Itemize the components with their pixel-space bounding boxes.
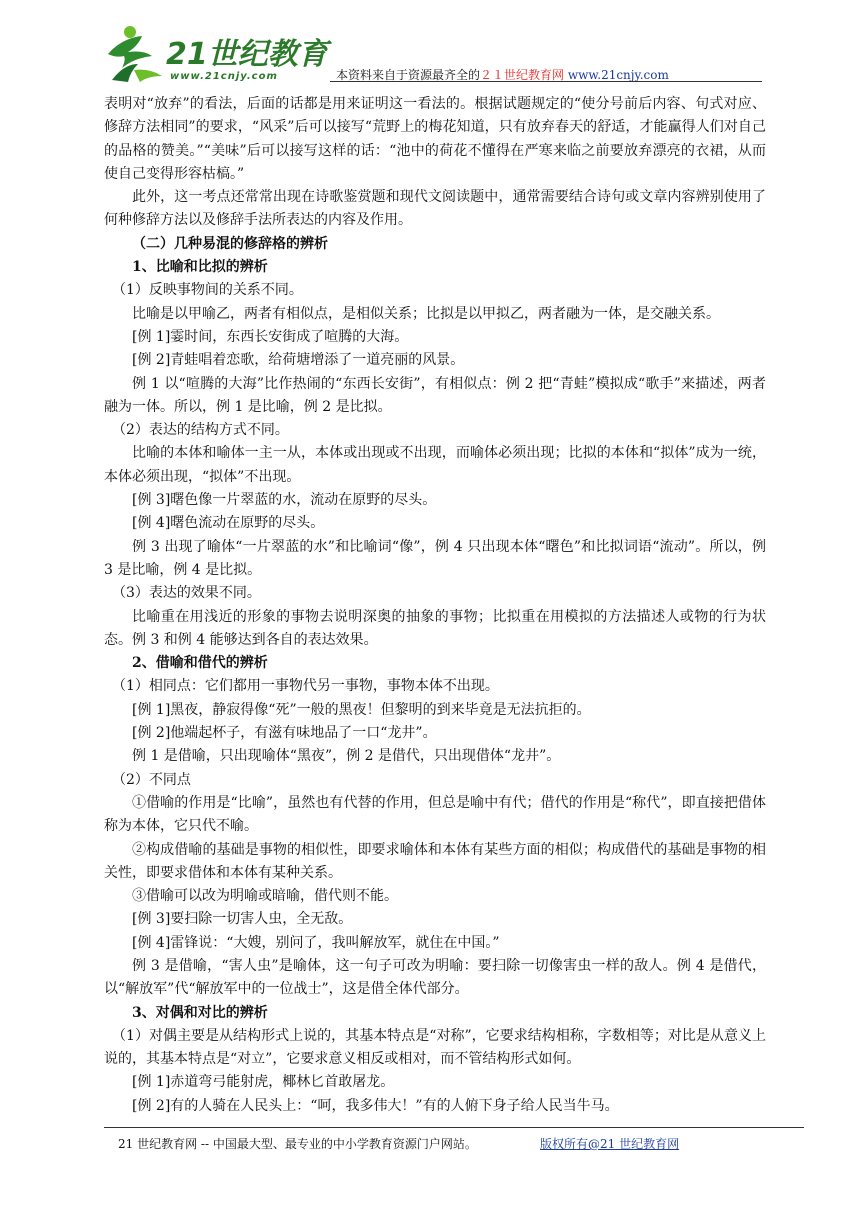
paragraph: （3）表达的效果不同。 (112, 585, 261, 602)
section-heading: 3、对偶和对比的辨析 (132, 1004, 268, 1021)
paragraph: 例 1 是借喻，只出现喻体“黑夜”，例 2 是借代，只出现借体“龙井”。 (132, 748, 561, 765)
page-footer (118, 1135, 680, 1152)
paragraph: （1）相同点：它们都用一事物代另一事物，事物本体不出现。 (112, 678, 499, 695)
paragraph: [例 4]雷锋说：“大嫂，别问了，我叫解放军，就住在中国。” (132, 934, 500, 951)
paragraph: 例 3 是借喻，“害人虫”是喻体，这一句子可改为明喻：要扫除一切像害虫一样的敌人。例 4 是借代，以“解放军”代“解放军中的一位战士”，这是借全体代部分。 (104, 957, 766, 998)
source-url: www.21cnjy.com (567, 68, 669, 82)
paragraph: [例 2]有的人骑在人民头上：“呵，我多伟大！”有的人俯下身子给人民当牛马。 (132, 1097, 619, 1114)
source-brand: ２１世纪教育网 (480, 68, 565, 82)
paragraph: （1）对偶主要是从结构形式上说的，其基本特点是“对称”，它要求结构相称，字数相等；对比是从意义上说的，其基本特点是“对立”，它要求意义相反或相对，而不管结构形式如何。 (104, 1027, 766, 1068)
paragraph: [例 3]曙色像一片翠蓝的水，流动在原野的尽头。 (132, 492, 437, 509)
paragraph: [例 1]赤道弯弓能射虎，椰林匕首敢屠龙。 (132, 1074, 395, 1091)
logo-url: www.21cnjy.com (170, 71, 278, 82)
logo-text: 21世纪教育 (166, 37, 328, 72)
copyright-link[interactable]: 版权所有@21 世纪教育网 (540, 1137, 680, 1151)
source-prefix: 本资料来自于资源最齐全的 (336, 68, 481, 82)
paragraph: ③借喻可以改为明喻或暗喻，借代则不能。 (132, 888, 398, 905)
paragraph: [例 4]曙色流动在原野的尽头。 (132, 515, 325, 532)
paragraph: 比喻是以甲喻乙，两者有相似点，是相似关系；比拟是以甲拟乙，两者融为一体，是交融关系。 (132, 305, 720, 322)
runner-icon (108, 26, 162, 82)
paragraph: 例 3 出现了喻体“一片翠蓝的水”和比喻词“像”，例 4 只出现本体“曙色”和比拟词语“流动”。所以，例 3 是比喻，例 4 是比拟。 (104, 538, 766, 578)
paragraph: 表明对“放弃”的看法，后面的话都是用来证明这一看法的。根据试题规定的“使分号前后内容、句式对应、修辞方法相同”的要求，“风采”后可以接写“荒野上的梅花知道，只有放弃春天的舒适，才能赢得人们对自己的品格的赞美。”“美味”后可以接写这样的话：“池中的荷花不懂得在严寒来临之前要放弃漂亮的衣裙，从而使自己变得形容枯槁。” (104, 96, 766, 182)
paragraph: ②构成借喻的基础是事物的相似性，即要求喻体和本体有某些方面的相似；构成借代的基础是事物的相关性，即要求借体和本体有某种关系。 (104, 841, 766, 881)
paragraph: 比喻的本体和喻体一主一从，本体或出现或不出现，而喻体必须出现；比拟的本体和“拟体”成为一统，本体必须出现，“拟体”不出现。 (104, 445, 766, 485)
paragraph: 例 1 以“喧腾的大海”比作热闹的“东西长安街”，有相似点：例 2 把“青蛙”模拟成“歌手”来描述，两者融为一体。所以，例 1 是比喻，例 2 是比拟。 (104, 375, 766, 415)
document-body (104, 93, 766, 1118)
paragraph: ①借喻的作用是“比喻”，虽然也有代替的作用，但总是喻中有代；借代的作用是“称代”，即直接把借体称为本体，它只代不喻。 (104, 794, 766, 835)
paragraph: （2）不同点 (112, 771, 191, 788)
footer-divider (104, 1127, 804, 1128)
paragraph: （1）反映事物间的关系不同。 (112, 282, 303, 299)
section-heading: （二）几种易混的修辞格的辨析 (132, 235, 328, 252)
paragraph: [例 2]青蛙唱着恋歌，给荷塘增添了一道亮丽的风景。 (132, 352, 465, 369)
paragraph: 比喻重在用浅近的形象的事物去说明深奥的抽象的事物；比拟重在用模拟的方法描述人或物的行为状态。例 3 和例 4 能够达到各自的表达效果。 (104, 608, 766, 648)
section-heading: 1、比喻和比拟的辨析 (132, 259, 268, 276)
paragraph: [例 2]他端起杯子，有滋有味地品了一口“龙井”。 (132, 725, 437, 742)
header-divider (330, 81, 762, 82)
site-logo (104, 24, 328, 86)
paragraph: [例 3]要扫除一切害人虫，全无敌。 (132, 911, 353, 928)
paragraph: [例 1]黑夜，静寂得像“死”一般的黑夜！但黎明的到来毕竟是无法抗拒的。 (132, 701, 591, 718)
paragraph: （2）表达的结构方式不同。 (112, 422, 289, 439)
footer-text: 21 世纪教育网 -- 中国最大型、最专业的中小学教育资源门户网站。 (118, 1137, 477, 1151)
paragraph: [例 1]霎时间，东西长安街成了喧腾的大海。 (132, 328, 409, 345)
paragraph: 此外，这一考点还常常出现在诗歌鉴赏题和现代文阅读题中，通常需要结合诗句或文章内容辨别使用了何种修辞方法以及修辞手法所表达的内容及作用。 (104, 189, 766, 229)
section-heading: 2、借喻和借代的辨析 (132, 655, 268, 672)
